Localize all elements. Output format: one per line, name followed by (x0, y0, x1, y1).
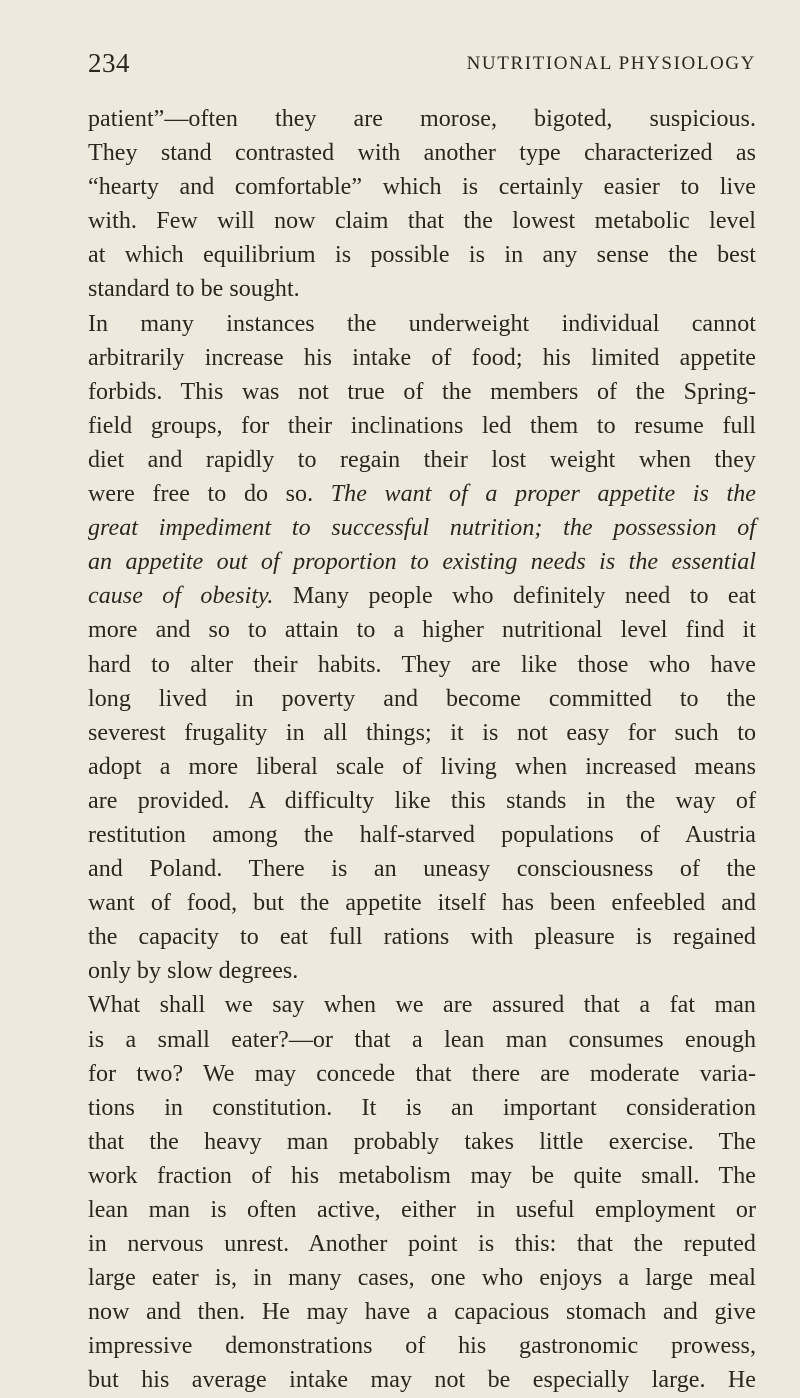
text-segment: hard to alter their habits. They are like those who have (88, 651, 756, 678)
text-line (88, 307, 756, 341)
text-segment: patient”—often they are morose, bigoted, suspicious. (88, 106, 756, 132)
text-line (88, 682, 756, 716)
text-segment: field groups, for their inclinations led them to resume full (88, 412, 756, 439)
text-segment: adopt a more liberal scale of living when increased means (88, 753, 756, 780)
text-line (88, 1057, 756, 1091)
text-segment: with. Few will now claim that the lowest metabolic level (88, 208, 756, 235)
text-segment: large eater is, in many cases, one who enjoys a large meal (88, 1265, 756, 1292)
italic-text: an appetite out of proportion to existing needs is the essential (88, 549, 756, 576)
text-line (88, 716, 756, 750)
text-line (88, 170, 756, 204)
text-segment: Many people who definitely need to eat (273, 583, 756, 610)
text-segment: arbitrarily increase his intake of food; his limited appetite (88, 344, 756, 371)
text-segment: are provided. A difficulty like this stands in the way of (88, 787, 756, 814)
text-line (88, 272, 756, 306)
text-segment: want of food, but the appetite itself has been enfeebled and (88, 890, 756, 917)
text-segment: work fraction of his metabolism may be quite small. The (88, 1162, 756, 1189)
text-line (88, 1295, 756, 1329)
text-line (88, 375, 756, 409)
text-segment: at which equilibrium is possible is in any sense the best (88, 242, 756, 269)
italic-text: great impediment to successful nutrition; the possession of (88, 515, 756, 542)
text-segment: more and so to attain to a higher nutritional level find it (88, 617, 756, 644)
text-line (88, 1227, 756, 1261)
text-line (88, 204, 756, 238)
text-line (88, 341, 756, 375)
italic-text: cause of obesity. (88, 583, 274, 610)
text-segment: only by slow degrees. (88, 958, 299, 985)
text-segment: In many instances the underweight individual cannot (88, 310, 756, 337)
page-number: 234 (88, 48, 130, 78)
text-segment: and Poland. There is an uneasy consciousness of the (88, 856, 756, 883)
text-segment: but his average intake may not be especially large. He (88, 1367, 756, 1394)
text-line (88, 1363, 756, 1397)
text-line (88, 238, 756, 272)
italic-text: The want of a proper appetite is the (330, 481, 756, 508)
text-line (88, 818, 756, 852)
text-line (88, 1091, 756, 1125)
text-line (88, 545, 756, 579)
text-segment: tions in constitution. It is an important consideration (88, 1094, 756, 1121)
text-segment: They stand contrasted with another type characterized as (88, 140, 756, 167)
text-segment: for two? We may concede that there are moderate varia- (88, 1060, 756, 1087)
text-line (88, 511, 756, 545)
page-header (88, 46, 756, 80)
text-segment: that the heavy man probably takes little exercise. The (88, 1128, 756, 1155)
text-line (88, 136, 756, 170)
text-segment: standard to be sought. (88, 276, 300, 303)
text-line (88, 954, 756, 988)
text-line (88, 648, 756, 682)
text-segment: diet and rapidly to regain their lost weight when they (88, 446, 756, 473)
text-line (88, 443, 756, 477)
text-line (88, 1329, 756, 1363)
text-line (88, 102, 756, 136)
running-head: NUTRITIONAL PHYSIOLOGY (466, 53, 756, 74)
text-line (88, 1159, 756, 1193)
text-segment: restitution among the half-starved populations of Austria (88, 821, 756, 848)
text-line (88, 579, 756, 613)
text-line (88, 1023, 756, 1057)
text-line (88, 613, 756, 647)
text-line (88, 886, 756, 920)
text-segment: in nervous unrest. Another point is this: that the reputed (88, 1231, 756, 1258)
text-segment: the capacity to eat full rations with pleasure is regained (88, 924, 756, 951)
text-segment: impressive demonstrations of his gastronomic prowess, (88, 1333, 756, 1360)
text-line (88, 750, 756, 784)
text-segment: What shall we say when we are assured that a fat man (88, 992, 756, 1019)
text-line (88, 784, 756, 818)
body-text (88, 102, 756, 1398)
text-line (88, 477, 756, 511)
text-segment: forbids. This was not true of the members of the Spring- (88, 378, 756, 405)
text-segment: is a small eater?—or that a lean man consumes enough (88, 1026, 756, 1053)
text-line (88, 852, 756, 886)
text-line (88, 1193, 756, 1227)
text-segment: now and then. He may have a capacious stomach and give (88, 1299, 756, 1326)
text-segment: were free to do so. (88, 481, 331, 508)
text-segment: “hearty and comfortable” which is certainly easier to live (88, 174, 756, 201)
text-segment: severest frugality in all things; it is not easy for such to (88, 719, 756, 746)
text-segment: long lived in poverty and become committed to the (88, 685, 756, 712)
text-line (88, 1261, 756, 1295)
text-line (88, 988, 756, 1022)
text-line (88, 409, 756, 443)
text-line (88, 1125, 756, 1159)
text-segment: lean man is often active, either in useful employment or (88, 1197, 756, 1223)
text-line (88, 920, 756, 954)
